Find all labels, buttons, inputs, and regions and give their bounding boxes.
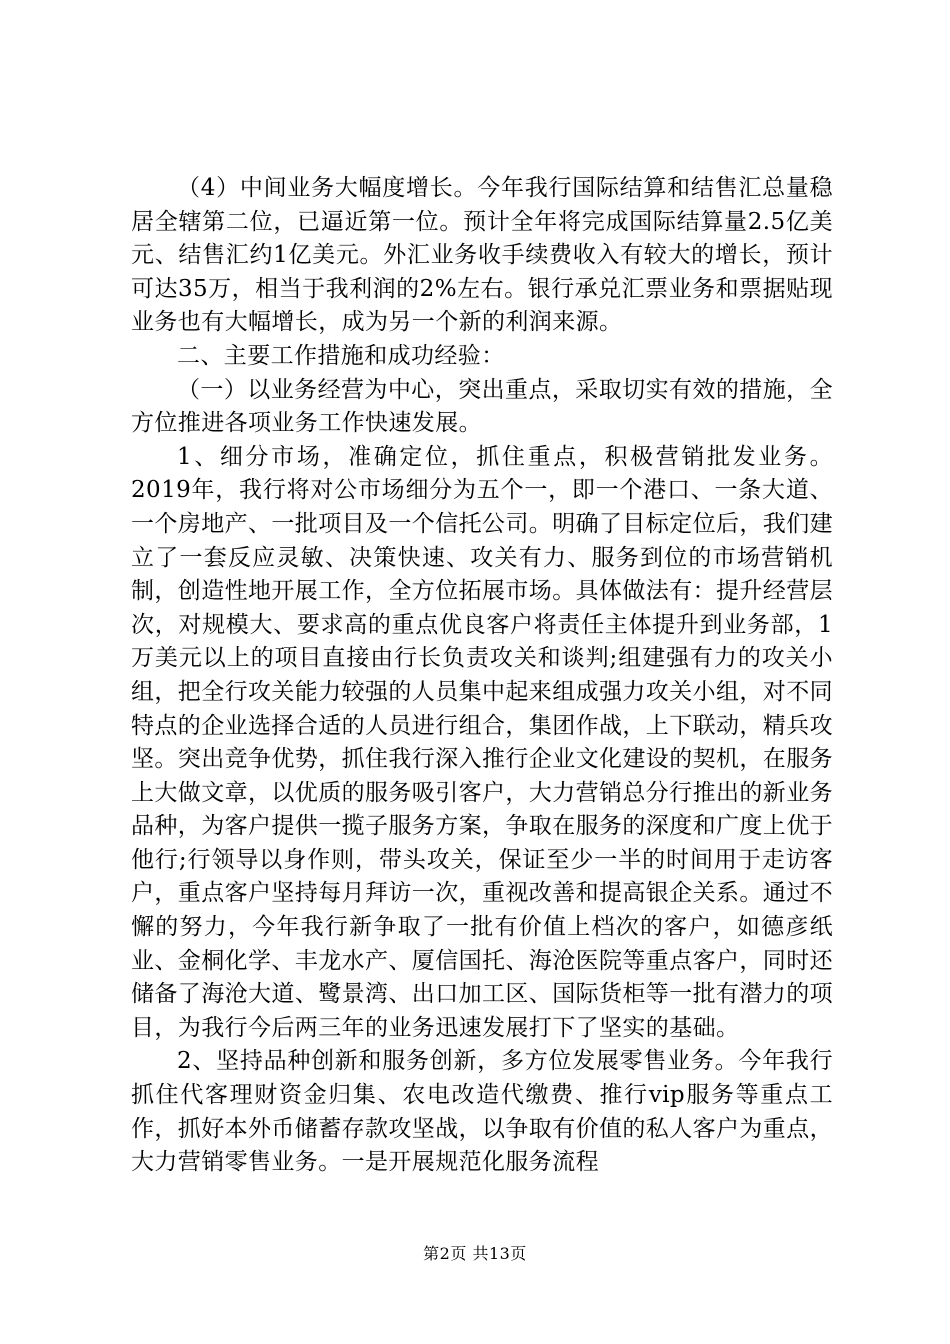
page-number-footer: 第2页 共13页 — [423, 1244, 527, 1263]
document-body — [131, 172, 833, 1180]
subsection-heading-business-focus: （一）以业务经营为中心，突出重点，采取切实有效的措施，全方位推进各项业务工作快速发展。 — [131, 376, 833, 437]
paragraph-retail-business: 2、坚持品种创新和服务创新，多方位发展零售业务。今年我行抓住代客理财资金归集、农电改造代缴费、推行vip服务等重点工作，抓好本外币储蓄存款攻坚战，以争取有价值的私人客户为重点，大力营销零售业务。一是开展规范化服务流程 — [131, 1048, 833, 1176]
section-heading-main-measures: 二、主要工作措施和成功经验： — [177, 342, 505, 369]
paragraph-intermediate-business: （4）中间业务大幅度增长。今年我行国际结算和结售汇总量稳居全辖第二位，已逼近第一位。预计全年将完成国际结算量2.5亿美元、结售汇约1亿美元。外汇业务收手续费收入有较大的增长，预计可达35万，相当于我利润的2%左右。银行承兑汇票业务和票据贴现业务也有大幅增长，成为另一个新的利润来源。 — [131, 175, 833, 336]
paragraph-wholesale-marketing: 1、细分市场，准确定位，抓住重点，积极营销批发业务。2019年，我行将对公市场细分为五个一，即一个港口、一条大道、一个房地产、一批项目及一个信托公司。明确了目标定位后，我们建立了一套反应灵敏、决策快速、攻关有力、服务到位的市场营销机制，创造性地开展工作，全方位拓展市场。具体做法有：提升经营层次，对规模大、要求高的重点优良客户将责任主体提升到业务部，1万美元以上的项目直接由行长负责攻关和谈判;组建强有力的攻关小组，把全行攻关能力较强的人员集中起来组成强力攻关小组，对不同特点的企业选择合适的人员进行组合，集团作战，上下联动，精兵攻坚。突出竞争优势，抓住我行深入推行企业文化建设的契机，在服务上大做文章，以优质的服务吸引客户，大力营销总分行推出的新业务品种，为客户提供一揽子服务方案，争取在服务的深度和广度上优于他行;行领导以身作则，带头攻关，保证至少一半的时间用于走访客户，重点客户坚持每月拜访一次，重视改善和提高银企关系。通过不懈的努力，今年我行新争取了一批有价值上档次的客户，如德彦纸业、金桐化学、丰龙水产、厦信国托、海沧医院等重点客户，同时还储备了海沧大道、鹭景湾、出口加工区、国际货柜等一批有潜力的项目，为我行今后两三年的业务迅速发展打下了坚实的基础。 — [131, 443, 833, 1041]
